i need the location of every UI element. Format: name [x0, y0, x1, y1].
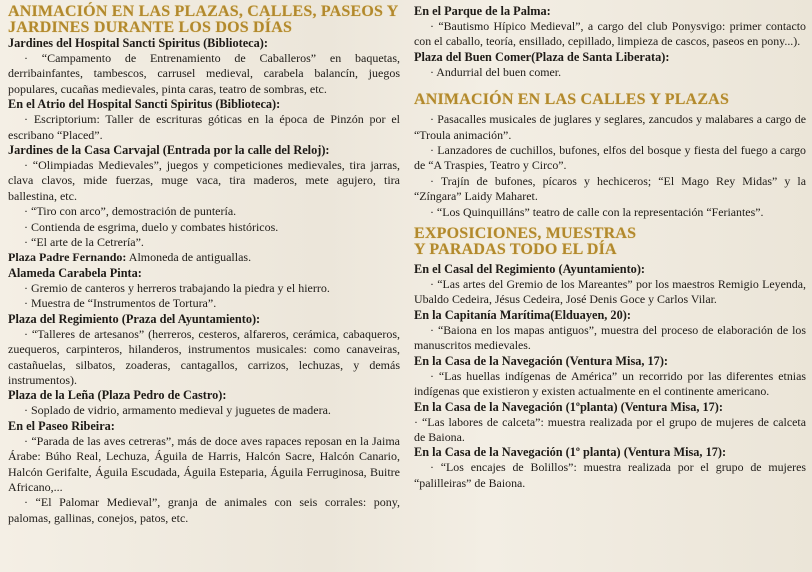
- section-title-line-2: Y PARADAS TODO EL DÍA: [414, 241, 617, 259]
- venue-heading: Plaza de la Leña (Plaza Pedro de Castro):: [8, 388, 227, 403]
- activity-text: · “Las huellas indígenas de América” un recorrido por las diferentes etnias indígenas que existieron y existen actualmente en el continente americano.: [414, 368, 806, 399]
- section-title-plazas: [8, 4, 400, 36]
- venue-heading: En la Casa de la Navegación (1ºplanta) (Ventura Misa, 17):: [414, 399, 723, 414]
- activity-text: · Lanzadores de cuchillos, bufones, elfos del bosque y fiesta del fuego a cargo de “A Traspies, Teatro y Circo”.: [414, 143, 806, 173]
- venue-heading: En el Paseo Ribeira:: [8, 418, 115, 433]
- activity-text: · Soplado de vidrio, armamento medieval y juguetes de madera.: [24, 403, 331, 418]
- activity-text: Almoneda de antiguallas.: [126, 250, 252, 265]
- activity-text: · Trajín de bufones, pícaros y hechiceros; “El Mago Rey Midas” y la “Zíngara” Laidy Maharet.: [414, 173, 806, 204]
- activity-text: · “Talleres de artesanos” (herreros, cesteros, alfareros, cerámica, cabaqueros, zuequeros, carpinteros, hilanderos, instrumentos musicales: como canaveiras, castañuelas, silbatos, zoaderas, cantagallos, carrizos, lechuzas, y demás instrumentos).: [8, 326, 400, 387]
- activity-text: · Gremio de canteros y herreros trabajando la piedra y el hierro.: [24, 280, 330, 295]
- venue-heading: Plaza del Buen Comer(Plaza de Santa Liberata):: [414, 49, 670, 64]
- venue-heading: En la Casa de la Navegación (1º planta) (Ventura Misa, 17):: [414, 445, 727, 460]
- venue-heading: En la Capitanía Marítima(Elduayen, 20):: [414, 307, 631, 322]
- venue-heading: Jardines de la Casa Carvajal (Entrada por la calle del Reloj):: [8, 143, 330, 158]
- venue-heading: Alameda Carabela Pinta:: [8, 265, 142, 280]
- section-title-calles: ANIMACIÓN EN LAS CALLES Y PLAZAS: [414, 91, 730, 109]
- activity-text: · “Los encajes de Bolillos”: muestra realizada por el grupo de mujeres “palilleiras” de Baiona.: [414, 460, 806, 490]
- section-title-exposiciones: [414, 226, 806, 258]
- right-column: [414, 4, 806, 491]
- venue-heading: En el Casal del Regimiento (Ayuntamiento):: [414, 262, 646, 277]
- venue-heading: En la Casa de la Navegación (Ventura Misa, 17):: [414, 353, 669, 368]
- activity-text: · “El Palomar Medieval”, granja de animales con seis corrales: pony, palomas, gallinas, conejos, patos, etc.: [8, 495, 400, 525]
- activity-text: · “Campamento de Entrenamiento de Caballeros” en baquetas, derribainfantes, tambescos, carrusel medieval, carabela balancín, juegos populares, cucañas medievales, pinta caras, teatro de sombras, etc.: [8, 51, 400, 96]
- activity-text: · “Olimpiadas Medievales”, juegos y competiciones medievales, tira jarras, clava clavos, mide fuerzas, muge vaca, tira maderos, mete agujero, tira ballestina, etc.: [8, 158, 400, 203]
- left-column: [8, 4, 400, 526]
- venue-heading: Plaza del Regimiento (Praza del Ayuntamiento):: [8, 311, 261, 326]
- activity-text: · Pasacalles musicales de juglares y seglares, zancudos y malabares a cargo de “Troula animación”.: [414, 112, 806, 142]
- venue-heading: Jardines del Hospital Sancti Spiritus (Biblioteca):: [8, 36, 268, 50]
- activity-text: · Muestra de “Instrumentos de Tortura”.: [24, 296, 217, 311]
- section-title-line-2: JARDINES DURANTE LOS DOS DÍAS: [8, 19, 293, 36]
- activity-text: · “Los Quinquilláns” teatro de calle con la representación “Feriantes”.: [430, 204, 764, 219]
- activity-text: · “Bautismo Hípico Medieval”, a cargo del club Ponysvigo: primer contacto con el caballo, teoría, ensillado, cepillado, limpieza de cascos, paseos en pony...).: [414, 19, 806, 49]
- section-title-line-1: ANIMACIÓN EN LAS PLAZAS, CALLES, PASEOS Y: [8, 3, 399, 20]
- activity-text: · “Baiona en los mapas antiguos”, muestra del proceso de elaboración de los manuscritos medievales.: [414, 322, 806, 353]
- section-title-line-1: EXPOSICIONES, MUESTRAS: [414, 225, 637, 243]
- venue-heading: En el Atrio del Hospital Sancti Spiritus (Biblioteca):: [8, 97, 281, 112]
- activity-text: · Escriptorium: Taller de escrituras góticas en la época de Pinzón por el escribano “Placed”.: [8, 112, 400, 142]
- activity-text: · “El arte de la Cetrería”.: [24, 235, 144, 250]
- venue-heading: Plaza Padre Fernando:: [8, 250, 127, 265]
- activity-text: · Contienda de esgrima, duelo y combates históricos.: [24, 219, 279, 234]
- venue-heading: En el Parque de la Palma:: [414, 4, 551, 18]
- activity-text: · “Tiro con arco”, demostración de puntería.: [24, 204, 237, 219]
- activity-text: · Andurrial del buen comer.: [430, 64, 562, 79]
- activity-text: · “Parada de las aves cetreras”, más de doce aves rapaces reposan en la Jaima Árabe: Búho Real, Lechuza, Águila de Harris, Halcón Sacre, Halcón Canario, Halcón Gerifalte, Águila Escudada, Águila Esteparia, Águila Ferruginosa, Buitre Africano,...: [8, 433, 400, 494]
- activity-text: · “Las labores de calceta”: muestra realizada por el grupo de mujeres de calceta de Baiona.: [414, 414, 806, 444]
- venue-inline: [8, 250, 400, 265]
- activity-text: · “Las artes del Gremio de los Mareantes” por los maestros Remigio Leyenda, Ubaldo Cedeira, Jésus Cedeira, José Denis Goce y Carlos Vilar.: [414, 277, 806, 307]
